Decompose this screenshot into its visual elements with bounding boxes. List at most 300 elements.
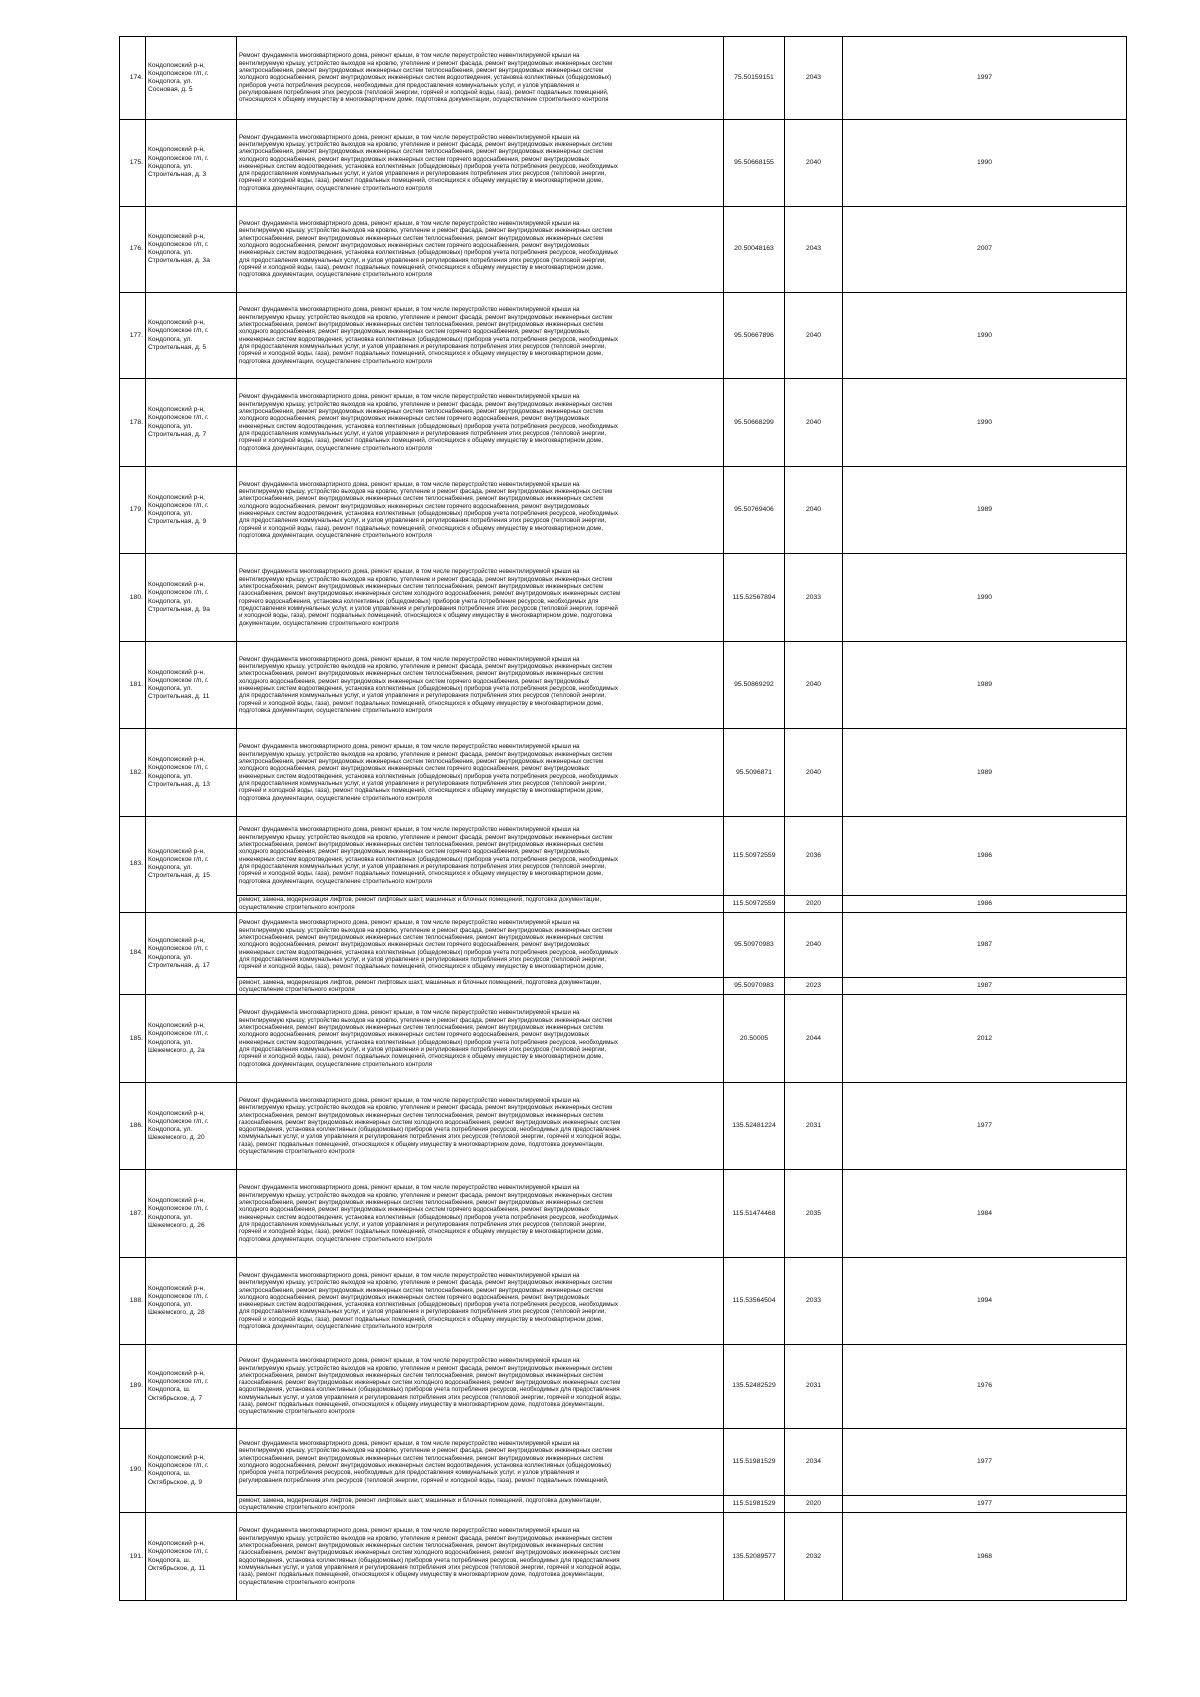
table-row <box>120 1496 1127 1513</box>
address-cell <box>146 641 237 729</box>
work-line: осуществление строительного контроля <box>239 903 355 911</box>
planned-year-cell: 2043 <box>785 37 843 120</box>
address-line: Кондопожский р-н, <box>148 581 205 589</box>
planned-year-cell: 2040 <box>785 466 843 554</box>
work-line: подготовка документации, осуществление строительного контроля <box>239 444 432 452</box>
work-line: Ремонт фундамента многоквартирного дома, ремонт крыши, в том числе переустройство невентилируемой крыши на <box>239 1271 580 1279</box>
work-line: электроснабжения, ремонт внутридомовых инженерных систем теплоснабжения, ремонт внутридомовых инженерных систем <box>239 1199 604 1206</box>
construction-year-cell: 1987 <box>843 912 1127 978</box>
work-description <box>237 729 724 817</box>
cost-cell: 95.50668155 <box>724 120 785 206</box>
work-line: подготовка документации, осуществление строительного контроля <box>239 532 432 540</box>
address-cell <box>146 466 237 554</box>
work-line: электроснабжения, ремонт внутридомовых инженерных систем теплоснабжения, ремонт внутридомовых инженерных систем <box>239 1111 604 1119</box>
row-number: 180. <box>120 554 146 642</box>
address-line: Кондопожский р-н, <box>148 406 205 414</box>
work-line: вентилируемую крышу, устройство выходов на кровлю, утепление и ремонт фасада, ремонт внутридомовых инженерных систем <box>239 1364 613 1372</box>
address-line: Кондопога, ул. <box>148 1038 193 1046</box>
work-line: холодного водоснабжения, ремонт внутридомовых инженерных систем горячего водоснабжения, ремонт внутридомовых <box>239 1206 590 1214</box>
cost-cell: 75.50159151 <box>724 37 785 120</box>
table-row <box>120 816 1127 895</box>
work-line: осуществление строительного контроля <box>239 1148 355 1156</box>
address-line: Кондопожское г/п, г. <box>148 327 209 335</box>
row-number: 182. <box>120 729 146 817</box>
planned-year-cell: 2040 <box>785 912 843 978</box>
address-line: Кондопожский р-н, <box>148 847 205 855</box>
work-line: горячей и холодной воды, газа), ремонт подвальных помещений, относящихся к общему имуществу в многоквартирном доме, <box>239 524 604 532</box>
table-body <box>120 37 1127 1601</box>
cost-cell: 95.50769406 <box>724 466 785 554</box>
work-line: электроснабжения, ремонт внутридомовых инженерных систем теплоснабжения, ремонт внутридомовых инженерных систем <box>239 407 604 415</box>
address-line: Кондопожский р-н, <box>148 61 205 69</box>
address-line: Кондопожское г/п, г. <box>148 501 209 509</box>
work-line: газоснабжения, ремонт внутридомовых инженерных систем холодного водоснабжения, ремонт внутридомовых инженерных систем <box>239 590 621 598</box>
work-description <box>237 466 724 554</box>
address-line: Кондопога, ул. <box>148 510 193 518</box>
address-line: Кондопога, ул. <box>148 772 193 780</box>
work-line: холодного водоснабжения, ремонт внутридомовых инженерных систем горячего водоснабжения, ремонт внутридомовых <box>239 502 590 510</box>
work-line: Ремонт фундамента многоквартирного дома, ремонт крыши, в том числе переустройство невентилируемой крыши на <box>239 133 580 141</box>
work-line: электроснабжения, ремонт внутридомовых инженерных систем теплоснабжения, ремонт внутридомовых инженерных систем <box>239 582 604 590</box>
cost-cell: 115.50972559 <box>724 816 785 895</box>
planned-year-cell: 2023 <box>785 978 843 995</box>
work-description <box>237 292 724 378</box>
cost-cell: 115.51474468 <box>724 1170 785 1258</box>
work-line: осуществление строительного контроля <box>239 1504 355 1512</box>
work-line: электроснабжения, ремонт внутридомовых инженерных систем теплоснабжения, ремонт внутридомовых инженерных систем <box>239 1542 604 1550</box>
construction-year-cell: 1990 <box>843 120 1127 206</box>
work-line: холодного водоснабжения, ремонт внутридомовых инженерных систем водоотведения, установка коллективных (общедомовых) <box>239 74 612 82</box>
address-line: Кондопога, ул. <box>148 249 193 257</box>
work-line: осуществление строительного контроля <box>239 1578 355 1586</box>
work-line: электроснабжения, ремонт внутридомовых инженерных систем теплоснабжения, ремонт внутридомовых инженерных систем <box>239 757 604 765</box>
work-description <box>237 1428 724 1496</box>
work-line: подготовка документации, осуществление строительного контроля <box>239 357 432 365</box>
planned-year-cell: 2040 <box>785 379 843 467</box>
address-cell <box>146 120 237 206</box>
work-line: Ремонт фундамента многоквартирного дома, ремонт крыши, в том числе переустройство невентилируемой крыши на <box>239 1527 580 1535</box>
address-line: Кондопога, ул. <box>148 78 193 86</box>
construction-year-cell: 2012 <box>843 995 1127 1083</box>
address-cell <box>146 816 237 912</box>
address-cell <box>146 37 237 120</box>
work-description <box>237 379 724 467</box>
construction-year-cell: 1968 <box>843 1513 1127 1601</box>
work-line: подготовка документации, осуществление строительного контроля <box>239 184 432 192</box>
address-line: Шежемского, д. 28 <box>148 1309 205 1317</box>
work-description <box>237 206 724 292</box>
construction-year-cell: 1990 <box>843 379 1127 467</box>
cost-cell: 95.50668299 <box>724 379 785 467</box>
address-line: Кондопожское г/п, г. <box>148 676 209 684</box>
work-line: вентилируемую крышу, устройство выходов на кровлю, утепление и ремонт фасада, ремонт внутридомовых инженерных систем <box>239 1279 613 1287</box>
address-line: Кондопожский р-н, <box>148 1109 205 1117</box>
planned-year-cell: 2034 <box>785 1428 843 1496</box>
work-line: газоснабжения, ремонт внутридомовых инженерных систем холодного водоснабжения, ремонт внутридомовых инженерных систем <box>239 1118 621 1126</box>
address-line: Кондопога, ул. <box>148 597 193 605</box>
row-number: 189. <box>120 1345 146 1428</box>
table-row <box>120 895 1127 912</box>
address-line: Кондопога, ул. <box>148 1301 193 1309</box>
address-line: Кондопожский р-н, <box>148 1022 205 1030</box>
work-description <box>237 995 724 1083</box>
work-line: Ремонт фундамента многоквартирного дома, ремонт крыши, в том числе переустройство невентилируемой крыши на <box>239 393 580 401</box>
cost-cell: 95.50970983 <box>724 912 785 978</box>
work-line: коммунальных услуг, и узлов управления и регулирования потребления этих ресурсов (тепловой энергии, горячей и холодной воды, <box>239 1564 622 1571</box>
work-line: инженерных систем водоотведения, установка коллективных (общедомовых) приборов учета потребления ресурсов, необходимых <box>239 1213 618 1221</box>
work-line: вентилируемую крышу, устройство выходов на кровлю, утепление и ремонт фасада, ремонт внутридомовых инженерных систем <box>239 750 613 758</box>
work-line: вентилируемую крышу, устройство выходов на кровлю, утепление и ремонт фасада, ремонт внутридомовых инженерных систем <box>239 140 613 148</box>
address-cell <box>146 729 237 817</box>
row-number: 188. <box>120 1257 146 1345</box>
row-number: 190. <box>120 1428 146 1513</box>
construction-year-cell: 1990 <box>843 292 1127 378</box>
address-line: Кондопожский р-н, <box>148 1369 205 1377</box>
work-description <box>237 816 724 895</box>
work-line: для предоставления коммунальных услуг, и узлов управления и регулирования потребления этих ресурсов (тепловой энергии, <box>239 955 607 963</box>
work-line: инженерных систем водоотведения, установка коллективных (общедомовых) приборов учета потребления ресурсов, необходимых <box>239 335 618 343</box>
table-row <box>120 292 1127 378</box>
row-number: 185. <box>120 995 146 1083</box>
work-line: электроснабжения, ремонт внутридомовых инженерных систем теплоснабжения, ремонт внутридомовых инженерных систем <box>239 1371 604 1379</box>
work-line: холодного водоснабжения, ремонт внутридомовых инженерных систем водоотведения, установка коллективных (общедомовых) <box>239 1461 612 1469</box>
address-line: Кондопога, ул. <box>148 1213 193 1221</box>
work-line: электроснабжения, ремонт внутридомовых инженерных систем теплоснабжения, ремонт внутридомовых инженерных систем <box>239 67 604 75</box>
work-line: газа), ремонт подвальных помещений, относящихся к общему имуществу в многоквартирном доме, подготовка документации, <box>239 1401 605 1409</box>
construction-year-cell: 1987 <box>843 978 1127 995</box>
cost-cell: 115.52567894 <box>724 554 785 642</box>
address-line: Строительная, д. 5 <box>148 343 207 351</box>
work-line: для предоставления коммунальных услуг, и узлов управления и регулирования потребления этих ресурсов (тепловой энергии, <box>239 170 607 178</box>
planned-year-cell: 2043 <box>785 206 843 292</box>
work-line: инженерных систем водоотведения, установка коллективных (общедомовых) приборов учета потребления ресурсов, необходимых <box>239 162 618 170</box>
work-line: коммунальных услуг, и узлов управления и регулирования потребления этих ресурсов (тепловой энергии, горячей и холодной воды, <box>239 1133 622 1141</box>
address-line: Кондопожское г/п, г. <box>148 589 209 597</box>
address-line: Кондопожское г/п, г. <box>148 1030 209 1038</box>
work-line: горячей и холодной воды, газа), ремонт подвальных помещений, относящихся к общему имуществу в многоквартирном доме, <box>239 1315 604 1323</box>
address-cell <box>146 912 237 995</box>
address-line: Кондопога, ул. <box>148 422 193 430</box>
planned-year-cell: 2031 <box>785 1345 843 1428</box>
work-description <box>237 1513 724 1601</box>
work-line: для предоставления коммунальных услуг, и узлов управления и регулирования потребления этих ресурсов (тепловой энергии, <box>239 1308 607 1316</box>
work-line: холодного водоснабжения, ремонт внутридомовых инженерных систем горячего водоснабжения, ремонт внутридомовых <box>239 1293 590 1301</box>
work-line: регулирования потребления этих ресурсов (тепловой энергии, горячей и холодной воды, газа), ремонт подвальных помещений, <box>239 89 609 97</box>
construction-year-cell: 1990 <box>843 554 1127 642</box>
work-line: коммунальных услуг, и узлов управления и регулирования потребления этих ресурсов (тепловой энергии, горячей и холодной воды, <box>239 1393 622 1401</box>
document-page <box>119 36 1126 1601</box>
address-line: Шежемского, д. 20 <box>148 1134 205 1142</box>
work-line: вентилируемую крышу, устройство выходов на кровлю, утепление и ремонт фасада, ремонт внутридомовых инженерных систем <box>239 575 613 583</box>
work-line: вентилируемую крышу, устройство выходов на кровлю, утепление и ремонт фасада, ремонт внутридомовых инженерных систем <box>239 488 613 496</box>
cost-cell: 95.50667896 <box>724 292 785 378</box>
work-line: холодного водоснабжения, ремонт внутридомовых инженерных систем горячего водоснабжения, ремонт внутридомовых <box>239 941 590 949</box>
work-line: вентилируемую крышу, устройство выходов на кровлю, утепление и ремонт фасада, ремонт внутридомовых инженерных систем <box>239 400 613 408</box>
address-line: Кондопога, ул. <box>148 685 193 693</box>
address-line: Кондопожское г/п, г. <box>148 1117 209 1125</box>
construction-year-cell: 1977 <box>843 1428 1127 1496</box>
address-cell <box>146 206 237 292</box>
work-line: для предоставления коммунальных услуг, и узлов управления и регулирования потребления этих ресурсов (тепловой энергии, <box>239 779 607 787</box>
work-line: вентилируемую крышу, устройство выходов на кровлю, утепление и ремонт фасада, ремонт внутридомовых инженерных систем <box>239 1016 613 1024</box>
work-line: подготовка документации, осуществление строительного контроля <box>239 1323 432 1331</box>
address-line: Кондопожский р-н, <box>148 1197 205 1205</box>
address-line: Строительная, д. 3 <box>148 171 207 179</box>
work-description <box>237 1082 724 1170</box>
work-line: вентилируемую крышу, устройство выходов на кровлю, утепление и ремонт фасада, ремонт внутридомовых инженерных систем <box>239 313 613 321</box>
table-row <box>120 1170 1127 1258</box>
cost-cell: 20.50048163 <box>724 206 785 292</box>
work-line: подготовка документации, осуществление строительного контроля <box>239 707 432 715</box>
address-line: Кондопожское г/п, г. <box>148 1205 209 1213</box>
work-description <box>237 1496 724 1513</box>
work-description <box>237 1345 724 1428</box>
planned-year-cell: 2040 <box>785 292 843 378</box>
address-line: Октябрьское, д. 9 <box>148 1478 202 1486</box>
work-line: вентилируемую крышу, устройство выходов на кровлю, утепление и ремонт фасада, ремонт внутридомовых инженерных систем <box>239 833 613 841</box>
construction-year-cell: 1977 <box>843 1496 1127 1513</box>
work-line: для предоставления коммунальных услуг, и узлов управления и регулирования потребления этих ресурсов (тепловой энергии, <box>239 692 607 700</box>
construction-year-cell: 1989 <box>843 729 1127 817</box>
address-line: Кондопожский р-н, <box>148 1453 205 1461</box>
work-line: Ремонт фундамента многоквартирного дома, ремонт крыши, в том числе переустройство невентилируемой крыши на <box>239 826 580 834</box>
table-row <box>120 1082 1127 1170</box>
work-line: горячей и холодной воды, газа), ремонт подвальных помещений, относящихся к общему имуществу в многоквартирном доме, <box>239 350 604 358</box>
work-line: газа), ремонт подвальных помещений, относящихся к общему имуществу в многоквартирном доме, подготовка документации, <box>239 1571 605 1579</box>
cost-cell: 115.51981529 <box>724 1428 785 1496</box>
work-line: электроснабжения, ремонт внутридомовых инженерных систем теплоснабжения, ремонт внутридомовых инженерных систем <box>239 670 604 678</box>
address-line: Сосновая, д. 5 <box>148 86 193 94</box>
work-line: Ремонт фундамента многоквартирного дома, ремонт крыши, в том числе переустройство невентилируемой крыши на <box>239 568 580 576</box>
address-line: Кондопожский р-н, <box>148 319 205 327</box>
work-line: ремонт, замена, модернизация лифтов, ремонт лифтовых шахт, машинных и блочных помещений, подготовка документации, <box>239 1497 602 1505</box>
work-line: для предоставления коммунальных услуг, и узлов управления и регулирования потребления этих ресурсов (тепловой энергии, <box>239 1220 607 1228</box>
address-line: Кондопожский р-н, <box>148 1284 205 1292</box>
work-line: осуществление строительного контроля <box>239 1408 355 1416</box>
work-line: водоотведения, установка коллективных (общедомовых) приборов учета потребления ресурсов, необходимых для предоставления <box>239 1386 620 1394</box>
cost-cell: 135.52481224 <box>724 1082 785 1170</box>
work-line: горячей и холодной воды, газа), ремонт подвальных помещений, относящихся к общему имуществу в многоквартирном доме, <box>239 699 604 707</box>
address-line: Кондопожское г/п, г. <box>148 414 209 422</box>
work-line: для предоставления коммунальных услуг, и узлов управления и регулирования потребления этих ресурсов (тепловой энергии, <box>239 256 607 264</box>
table-row <box>120 729 1127 817</box>
planned-year-cell: 2020 <box>785 1496 843 1513</box>
work-line: приборов учета потребления ресурсов, необходимых для предоставления коммунальных услуг, и узлов управления и <box>239 1469 580 1477</box>
work-line: горячей и холодной воды, газа), ремонт подвальных помещений, относящихся к общему имуществу в многоквартирном доме, <box>239 437 604 445</box>
work-line: электроснабжения, ремонт внутридомовых инженерных систем теплоснабжения, ремонт внутридомовых инженерных систем <box>239 1454 604 1462</box>
work-line: подготовка документации, осуществление строительного контроля <box>239 877 432 885</box>
work-line: горячей и холодной воды, газа), ремонт подвальных помещений, относящихся к общему имуществу в многоквартирном доме, <box>239 787 604 795</box>
work-line: Ремонт фундамента многоквартирного дома, ремонт крыши, в том числе переустройство невентилируемой крыши на <box>239 1096 580 1104</box>
work-line: холодного водоснабжения, ремонт внутридомовых инженерных систем горячего водоснабжения, ремонт внутридомовых <box>239 765 590 773</box>
address-line: Строительная, д. 13 <box>148 780 210 788</box>
work-line: холодного водоснабжения, ремонт внутридомовых инженерных систем горячего водоснабжения, ремонт внутридомовых <box>239 1031 590 1039</box>
address-line: Кондопога, ул. <box>148 953 193 961</box>
planned-year-cell: 2020 <box>785 895 843 912</box>
work-line: предоставления коммунальных услуг, и узлов управления и регулирования потребления этих ресурсов (тепловой энергии, горячей <box>239 604 618 612</box>
construction-year-cell: 1977 <box>843 1082 1127 1170</box>
work-line: электроснабжения, ремонт внутридомовых инженерных систем теплоснабжения, ремонт внутридомовых инженерных систем <box>239 234 604 242</box>
row-number: 174. <box>120 37 146 120</box>
address-cell <box>146 995 237 1083</box>
work-description <box>237 1257 724 1345</box>
work-line: подготовка документации, осуществление строительного контроля <box>239 794 432 802</box>
work-line: и холодной воды, газа), ремонт подвальных помещений, относящихся к общему имуществу в многоквартирном доме, подготовка <box>239 612 613 620</box>
work-line: холодного водоснабжения, ремонт внутридомовых инженерных систем горячего водоснабжения, ремонт внутридомовых <box>239 848 590 856</box>
work-line: регулирования потребления этих ресурсов (тепловой энергии, горячей и холодной воды, газа), ремонт подвальных помещений, <box>239 1476 609 1484</box>
work-line: Ремонт фундамента многоквартирного дома, ремонт крыши, в том числе переустройство невентилируемой крыши на <box>239 919 580 927</box>
work-line: Ремонт фундамента многоквартирного дома, ремонт крыши, в том числе переустройство невентилируемой крыши на <box>239 655 580 663</box>
table-row <box>120 120 1127 206</box>
row-number: 177. <box>120 292 146 378</box>
work-line: вентилируемую крышу, устройство выходов на кровлю, утепление и ремонт фасада, ремонт внутридомовых инженерных систем <box>239 1104 613 1112</box>
address-line: Строительная, д. 15 <box>148 872 210 880</box>
construction-year-cell: 1976 <box>843 1345 1127 1428</box>
address-cell <box>146 1257 237 1345</box>
work-line: Ремонт фундамента многоквартирного дома, ремонт крыши, в том числе переустройство невентилируемой крыши на <box>239 306 580 314</box>
address-line: Кондопога, ул. <box>148 864 193 872</box>
work-line: для предоставления коммунальных услуг, и узлов управления и регулирования потребления этих ресурсов (тепловой энергии, <box>239 429 607 437</box>
work-line: водоотведения, установка коллективных (общедомовых) приборов учета потребления ресурсов, необходимых для предоставления <box>239 1126 620 1134</box>
cost-cell: 115.50972559 <box>724 895 785 912</box>
construction-year-cell: 1984 <box>843 1170 1127 1258</box>
address-line: Кондопога, ш. <box>148 1470 191 1478</box>
work-line: осуществление строительного контроля <box>239 986 355 994</box>
planned-year-cell: 2040 <box>785 641 843 729</box>
table-row <box>120 1257 1127 1345</box>
cost-cell: 115.51981529 <box>724 1496 785 1513</box>
address-line: Кондопожский р-н, <box>148 1540 205 1548</box>
work-line: ремонт, замена, модернизация лифтов, ремонт лифтовых шахт, машинных и блочных помещений, подготовка документации, <box>239 896 602 904</box>
work-line: газа), ремонт подвальных помещений, относящихся к общему имуществу в многоквартирном доме, подготовка документации, <box>239 1140 605 1148</box>
table-row <box>120 912 1127 978</box>
cost-cell: 135.52089577 <box>724 1513 785 1601</box>
address-line: Кондопожское г/п, г. <box>148 69 209 77</box>
work-line: инженерных систем водоотведения, установка коллективных (общедомовых) приборов учета потребления ресурсов, необходимых <box>239 948 618 956</box>
work-line: горячей и холодной воды, газа), ремонт подвальных помещений, относящихся к общему имуществу в многоквартирном доме, <box>239 963 604 971</box>
address-cell <box>146 1428 237 1513</box>
address-line: Кондопожское г/п, г. <box>148 1548 209 1556</box>
work-line: ремонт, замена, модернизация лифтов, ремонт лифтовых шахт, машинных и блочных помещений, подготовка документации, <box>239 979 602 987</box>
address-line: Строительная, д. 17 <box>148 961 210 969</box>
work-line: вентилируемую крышу, устройство выходов на кровлю, утепление и ремонт фасада, ремонт внутридомовых инженерных систем <box>239 926 613 934</box>
row-number: 176. <box>120 206 146 292</box>
address-line: Шежемского, д. 2а <box>148 1046 205 1054</box>
work-line: холодного водоснабжения, ремонт внутридомовых инженерных систем горячего водоснабжения, ремонт внутридомовых <box>239 415 590 423</box>
work-line: электроснабжения, ремонт внутридомовых инженерных систем теплоснабжения, ремонт внутридомовых инженерных систем <box>239 841 604 849</box>
work-line: вентилируемую крышу, устройство выходов на кровлю, утепление и ремонт фасада, ремонт внутридомовых инженерных систем <box>239 59 613 67</box>
address-line: Кондопога, ш. <box>148 1386 191 1394</box>
work-line: электроснабжения, ремонт внутридомовых инженерных систем теплоснабжения, ремонт внутридомовых инженерных систем <box>239 1286 604 1294</box>
work-line: Ремонт фундамента многоквартирного дома, ремонт крыши, в том числе переустройство невентилируемой крыши на <box>239 1439 580 1447</box>
work-line: водоотведения, установка коллективных (общедомовых) приборов учета потребления ресурсов, необходимых для предоставления <box>239 1556 620 1564</box>
work-description <box>237 978 724 995</box>
work-line: электроснабжения, ремонт внутридомовых инженерных систем теплоснабжения, ремонт внутридомовых инженерных систем <box>239 1024 604 1031</box>
work-line: холодного водоснабжения, ремонт внутридомовых инженерных систем горячего водоснабжения, ремонт внутридомовых <box>239 677 590 685</box>
work-line: электроснабжения, ремонт внутридомовых инженерных систем теплоснабжения, ремонт внутридомовых инженерных систем <box>239 495 604 503</box>
table-row <box>120 1345 1127 1428</box>
planned-year-cell: 2044 <box>785 995 843 1083</box>
address-cell <box>146 292 237 378</box>
planned-year-cell: 2036 <box>785 816 843 895</box>
row-number: 181. <box>120 641 146 729</box>
address-cell <box>146 1345 237 1428</box>
planned-year-cell: 2033 <box>785 554 843 642</box>
address-cell <box>146 1082 237 1170</box>
address-line: Кондопожское г/п, г. <box>148 154 209 162</box>
cost-cell: 95.5096871 <box>724 729 785 817</box>
address-line: Кондопожское г/п, г. <box>148 1378 209 1386</box>
address-line: Кондопога, ул. <box>148 162 193 170</box>
table-row <box>120 1513 1127 1601</box>
capital-repair-table <box>119 36 1127 1601</box>
work-line: документации, осуществление строительного контроля <box>239 619 399 627</box>
work-line: холодного водоснабжения, ремонт внутридомовых инженерных систем горячего водоснабжения, ремонт внутридомовых <box>239 328 590 336</box>
work-line: для предоставления коммунальных услуг, и узлов управления и регулирования потребления этих ресурсов (тепловой энергии, <box>239 342 607 350</box>
cost-cell: 115.53564504 <box>724 1257 785 1345</box>
work-description <box>237 895 724 912</box>
work-line: Ремонт фундамента многоквартирного дома, ремонт крыши, в том числе переустройство невентилируемой крыши на <box>239 1357 580 1365</box>
work-line: подготовка документации, осуществление строительного контроля <box>239 1060 432 1068</box>
address-cell <box>146 1513 237 1601</box>
address-cell <box>146 1170 237 1258</box>
work-line: Ремонт фундамента многоквартирного дома, ремонт крыши, в том числе переустройство невентилируемой крыши на <box>239 219 580 227</box>
row-number: 175. <box>120 120 146 206</box>
address-line: Кондопога, ш. <box>148 1556 191 1564</box>
construction-year-cell: 1986 <box>843 895 1127 912</box>
work-description <box>237 37 724 120</box>
work-line: подготовка документации, осуществление строительного контроля <box>239 271 432 279</box>
work-line: горячего водоснабжения, установка коллективных (общедомовых) приборов учета потребления ресурсов, необходимых для <box>239 597 599 605</box>
work-description <box>237 1170 724 1258</box>
work-line: инженерных систем водоотведения, установка коллективных (общедомовых) приборов учета потребления ресурсов, необходимых <box>239 855 618 863</box>
work-line: для предоставления коммунальных услуг, и узлов управления и регулирования потребления этих ресурсов (тепловой энергии, <box>239 1045 607 1053</box>
work-line: электроснабжения, ремонт внутридомовых инженерных систем теплоснабжения, ремонт внутридомовых инженерных систем <box>239 321 604 329</box>
work-line: инженерных систем водоотведения, установка коллективных (общедомовых) приборов учета потребления ресурсов, необходимых <box>239 772 618 780</box>
table-row <box>120 1428 1127 1496</box>
work-line: инженерных систем водоотведения, установка коллективных (общедомовых) приборов учета потребления ресурсов, необходимых <box>239 1038 618 1046</box>
address-cell <box>146 379 237 467</box>
address-line: Октябрьское, д. 7 <box>148 1394 202 1402</box>
table-row <box>120 978 1127 995</box>
address-cell <box>146 554 237 642</box>
table-row <box>120 641 1127 729</box>
work-line: электроснабжения, ремонт внутридомовых инженерных систем теплоснабжения, ремонт внутридомовых инженерных систем <box>239 148 604 156</box>
row-number: 191. <box>120 1513 146 1601</box>
work-line: горячей и холодной воды, газа), ремонт подвальных помещений, относящихся к общему имуществу в многоквартирном доме, <box>239 263 604 271</box>
planned-year-cell: 2040 <box>785 120 843 206</box>
work-line: подготовка документации, осуществление строительного контроля <box>239 1235 432 1243</box>
address-line: Кондопожский р-н, <box>148 146 205 154</box>
row-number: 184. <box>120 912 146 995</box>
address-line: Кондопожское г/п, г. <box>148 1462 209 1470</box>
address-line: Кондопожское г/п, г. <box>148 241 209 248</box>
work-line: холодного водоснабжения, ремонт внутридомовых инженерных систем горячего водоснабжения, ремонт внутридомовых <box>239 155 590 163</box>
cost-cell: 95.50869292 <box>724 641 785 729</box>
work-line: инженерных систем водоотведения, установка коллективных (общедомовых) приборов учета потребления ресурсов, необходимых <box>239 1301 618 1309</box>
work-line: вентилируемую крышу, устройство выходов на кровлю, утепление и ремонт фасада, ремонт внутридомовых инженерных систем <box>239 1534 613 1542</box>
planned-year-cell: 2035 <box>785 1170 843 1258</box>
construction-year-cell: 1989 <box>843 641 1127 729</box>
construction-year-cell: 1989 <box>843 466 1127 554</box>
construction-year-cell: 1994 <box>843 1257 1127 1345</box>
work-line: Ремонт фундамента многоквартирного дома, ремонт крыши, в том числе переустройство невентилируемой крыши на <box>239 1184 580 1192</box>
address-line: Кондопога, ул. <box>148 335 193 343</box>
work-line: относящихся к общему имуществу в многоквартирном доме, подготовка документации, осуществление строительного контроля <box>239 96 609 104</box>
work-line: горячей и холодной воды, газа), ремонт подвальных помещений, относящихся к общему имуществу в многоквартирном доме, <box>239 1228 604 1236</box>
address-line: Кондопожское г/п, г. <box>148 764 209 772</box>
construction-year-cell: 2007 <box>843 206 1127 292</box>
